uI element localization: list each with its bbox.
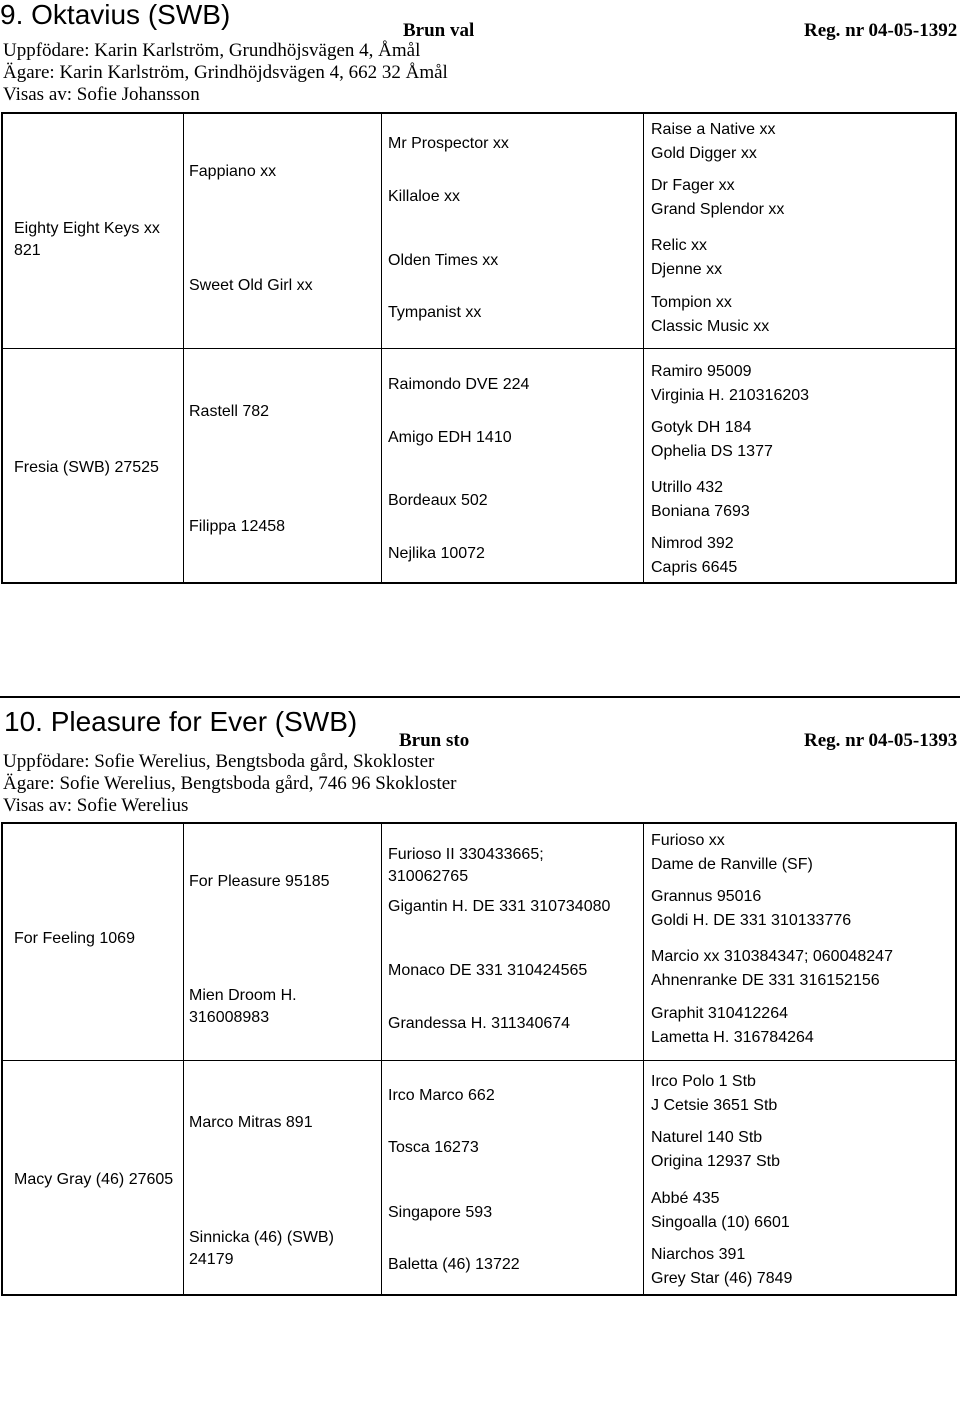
entry-title: 10. Pleasure for Ever (SWB)	[4, 706, 358, 737]
ancestor-g4: Capris 6645	[651, 559, 738, 576]
reg-number: Reg. nr 04-05-1393	[804, 730, 958, 751]
ancestor-g4: Grand Splendor xx	[651, 201, 785, 218]
ancestor-g3: Bordeaux 502	[388, 492, 488, 509]
dam: Macy Gray (46) 27605	[14, 1171, 174, 1188]
breeder: Uppfödare: Karin Karlström, Grundhöjsvägen 4, Åmål	[3, 40, 421, 61]
ancestor-g3: Olden Times xx	[388, 252, 499, 269]
owner: Ägare: Karin Karlström, Grindhöjdsvägen 4, 662 32 Åmål	[3, 62, 448, 83]
ancestor-g4: Marcio xx 310384347; 060048247	[651, 948, 893, 965]
dam-sire: Marco Mitras 891	[189, 1114, 313, 1131]
ancestor-g4: Niarchos 391	[651, 1246, 746, 1263]
sire-dam: Mien Droom H. 316008983	[189, 987, 297, 1026]
sire-sire: Fappiano xx	[189, 163, 277, 180]
ancestor-g4: Ahnenranke DE 331 316152156	[651, 972, 880, 989]
ancestor-g4: Singoalla (10) 6601	[651, 1214, 790, 1231]
ancestor-g4: Tompion xx	[651, 294, 732, 311]
divider	[0, 696, 960, 698]
ancestor-g4: Abbé 435	[651, 1190, 720, 1207]
ancestor-g3: Raimondo DVE 224	[388, 376, 530, 393]
shown-by: Visas av: Sofie Johansson	[3, 84, 200, 105]
reg-number: Reg. nr 04-05-1392	[804, 20, 958, 41]
ancestor-g4: Gotyk DH 184	[651, 419, 752, 436]
dam: Fresia (SWB) 27525	[14, 459, 159, 476]
dam-sire: Rastell 782	[189, 403, 270, 420]
ancestor-g3: Mr Prospector xx	[388, 135, 509, 152]
ancestor-g3: Baletta (46) 13722	[388, 1256, 520, 1273]
pedigree-table	[1, 112, 957, 584]
ancestor-g4: Ophelia DS 1377	[651, 443, 773, 460]
ancestor-g3: Tympanist xx	[388, 304, 482, 321]
ancestor-g3: Tosca 16273	[388, 1139, 479, 1156]
ancestor-g3: Singapore 593	[388, 1204, 493, 1221]
ancestor-g4: Origina 12937 Stb	[651, 1153, 780, 1170]
ancestor-g3: Grandessa H. 311340674	[388, 1015, 571, 1032]
ancestor-g4: Gold Digger xx	[651, 145, 757, 162]
ancestor-g3: Gigantin H. DE 331 310734080	[388, 898, 611, 915]
pedigree-table	[1, 822, 957, 1296]
sire-dam: Sweet Old Girl xx	[189, 277, 313, 294]
ancestor-g4: Naturel 140 Stb	[651, 1129, 763, 1146]
ancestor-g4: Dr Fager xx	[651, 177, 735, 194]
dam-dam: Sinnicka (46) (SWB) 24179	[189, 1229, 334, 1268]
ancestor-g3: Killaloe xx	[388, 188, 461, 205]
ancestor-g4: Ramiro 95009	[651, 363, 752, 380]
color-sex: Brun val	[403, 20, 475, 41]
ancestor-g3: Irco Marco 662	[388, 1087, 495, 1104]
ancestor-g3: Nejlika 10072	[388, 545, 485, 562]
ancestor-g3: Furioso II 330433665; 310062765	[388, 846, 544, 885]
sire: For Feeling 1069	[14, 930, 135, 947]
ancestor-g4: Goldi H. DE 331 310133776	[651, 912, 852, 929]
ancestor-g4: Graphit 310412264	[651, 1005, 788, 1022]
ancestor-g4: Djenne xx	[651, 261, 723, 278]
dam-dam: Filippa 12458	[189, 518, 286, 535]
ancestor-g4: J Cetsie 3651 Stb	[651, 1097, 778, 1114]
ancestor-g4: Nimrod 392	[651, 535, 734, 552]
ancestor-g3: Amigo EDH 1410	[388, 429, 512, 446]
sire: Eighty Eight Keys xx 821	[14, 220, 160, 259]
ancestor-g4: Relic xx	[651, 237, 708, 254]
entry-title: 9. Oktavius (SWB)	[0, 0, 231, 30]
ancestor-g4: Irco Polo 1 Stb	[651, 1073, 756, 1090]
ancestor-g4: Boniana 7693	[651, 503, 750, 520]
ancestor-g4: Grey Star (46) 7849	[651, 1270, 793, 1287]
ancestor-g4: Lametta H. 316784264	[651, 1029, 814, 1046]
shown-by: Visas av: Sofie Werelius	[3, 795, 189, 816]
owner: Ägare: Sofie Werelius, Bengtsboda gård, 746 96 Skokloster	[3, 773, 457, 794]
ancestor-g4: Classic Music xx	[651, 318, 770, 335]
breeder: Uppfödare: Sofie Werelius, Bengtsboda gård, Skokloster	[3, 751, 435, 772]
ancestor-g4: Furioso xx	[651, 832, 725, 849]
color-sex: Brun sto	[399, 730, 470, 751]
ancestor-g3: Monaco DE 331 310424565	[388, 962, 588, 979]
ancestor-g4: Grannus 95016	[651, 888, 762, 905]
ancestor-g4: Raise a Native xx	[651, 121, 776, 138]
ancestor-g4: Dame de Ranville (SF)	[651, 856, 813, 873]
ancestor-g4: Utrillo 432	[651, 479, 724, 496]
ancestor-g4: Virginia H. 210316203	[651, 387, 810, 404]
sire-sire: For Pleasure 95185	[189, 873, 330, 890]
